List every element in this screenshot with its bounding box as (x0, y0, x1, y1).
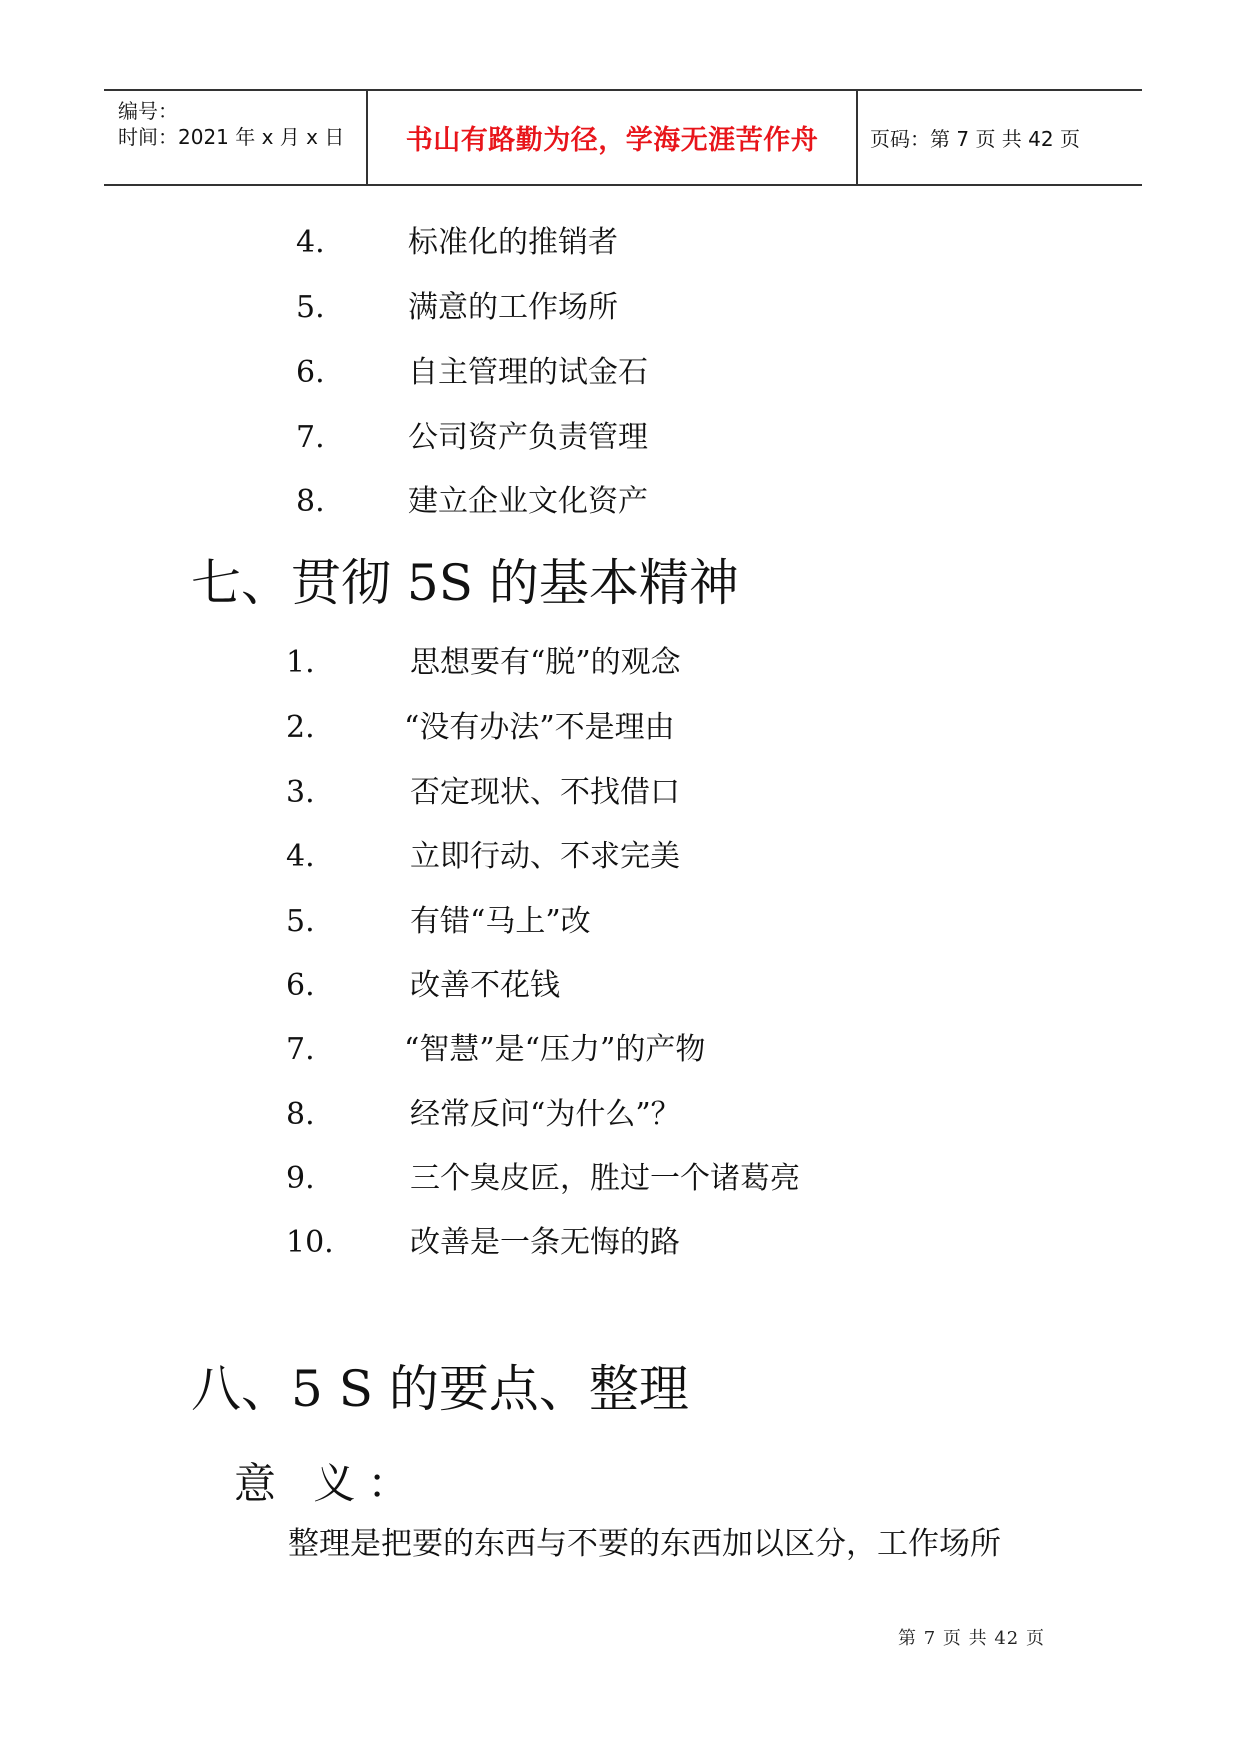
list-item-text: 有错“马上”改 (410, 904, 591, 939)
list-item-number: 4. (286, 839, 315, 874)
header-page-cell (858, 91, 1142, 184)
header-meta-cell (104, 91, 368, 184)
list-item-text: “智慧”是“压力”的产物 (404, 1032, 706, 1067)
list-item-number: 8. (286, 1097, 315, 1132)
list-item-text: 标准化的推销者 (408, 225, 618, 260)
list-item-text: 公司资产负责管理 (408, 420, 648, 455)
list-item-text: 改善是一条无悔的路 (410, 1225, 680, 1260)
list-item-text: 立即行动、不求完美 (410, 839, 680, 874)
list-item-text: 自主管理的试金石 (408, 355, 648, 390)
document-time-label: 时间：2021 年 x 月 x 日 (118, 125, 345, 149)
list-item-number: 8. (296, 484, 325, 519)
list-item-number: 5. (286, 904, 315, 939)
list-item-text: 三个臭皮匠，胜过一个诸葛亮 (410, 1161, 800, 1196)
list-item-number: 2. (286, 710, 315, 745)
list-item-text: 满意的工作场所 (408, 290, 618, 325)
document-number-label: 编号： (118, 99, 178, 123)
header-motto-cell (368, 91, 858, 184)
list-item-number: 6. (296, 355, 325, 390)
list-item-number: 1. (286, 645, 315, 680)
document-header (104, 89, 1142, 186)
page-footer: 第 7 页 共 42 页 (898, 1628, 1045, 1649)
list-item-number: 10. (286, 1225, 334, 1260)
body-paragraph: 整理是把要的东西与不要的东西加以区分，工作场所 (288, 1526, 1001, 1562)
header-motto: 书山有路勤为径，学海无涯苦作舟 (405, 125, 819, 156)
list-item-number: 3. (286, 775, 315, 810)
list-item-number: 5. (296, 290, 325, 325)
list-item-text: 改善不花钱 (410, 968, 560, 1003)
list-item-text: 否定现状、不找借口 (410, 775, 680, 810)
list-item-text: 经常反问“为什么”？ (410, 1097, 681, 1132)
subsection-heading: 意 义： (234, 1459, 422, 1508)
section-heading: 七、贯彻 5S 的基本精神 (191, 554, 739, 612)
header-page-code: 页码：第 7 页 共 42 页 (870, 127, 1080, 151)
list-item-text: 思想要有“脱”的观念 (410, 645, 681, 680)
list-item-text: “没有办法”不是理由 (404, 710, 675, 745)
list-item-number: 6. (286, 968, 315, 1003)
section-heading: 八、5 S 的要点、整理 (191, 1360, 689, 1418)
list-item-text: 建立企业文化资产 (408, 484, 648, 519)
list-item-number: 9. (286, 1161, 315, 1196)
list-item-number: 4. (296, 225, 325, 260)
list-item-number: 7. (286, 1032, 315, 1067)
list-item-number: 7. (296, 420, 325, 455)
